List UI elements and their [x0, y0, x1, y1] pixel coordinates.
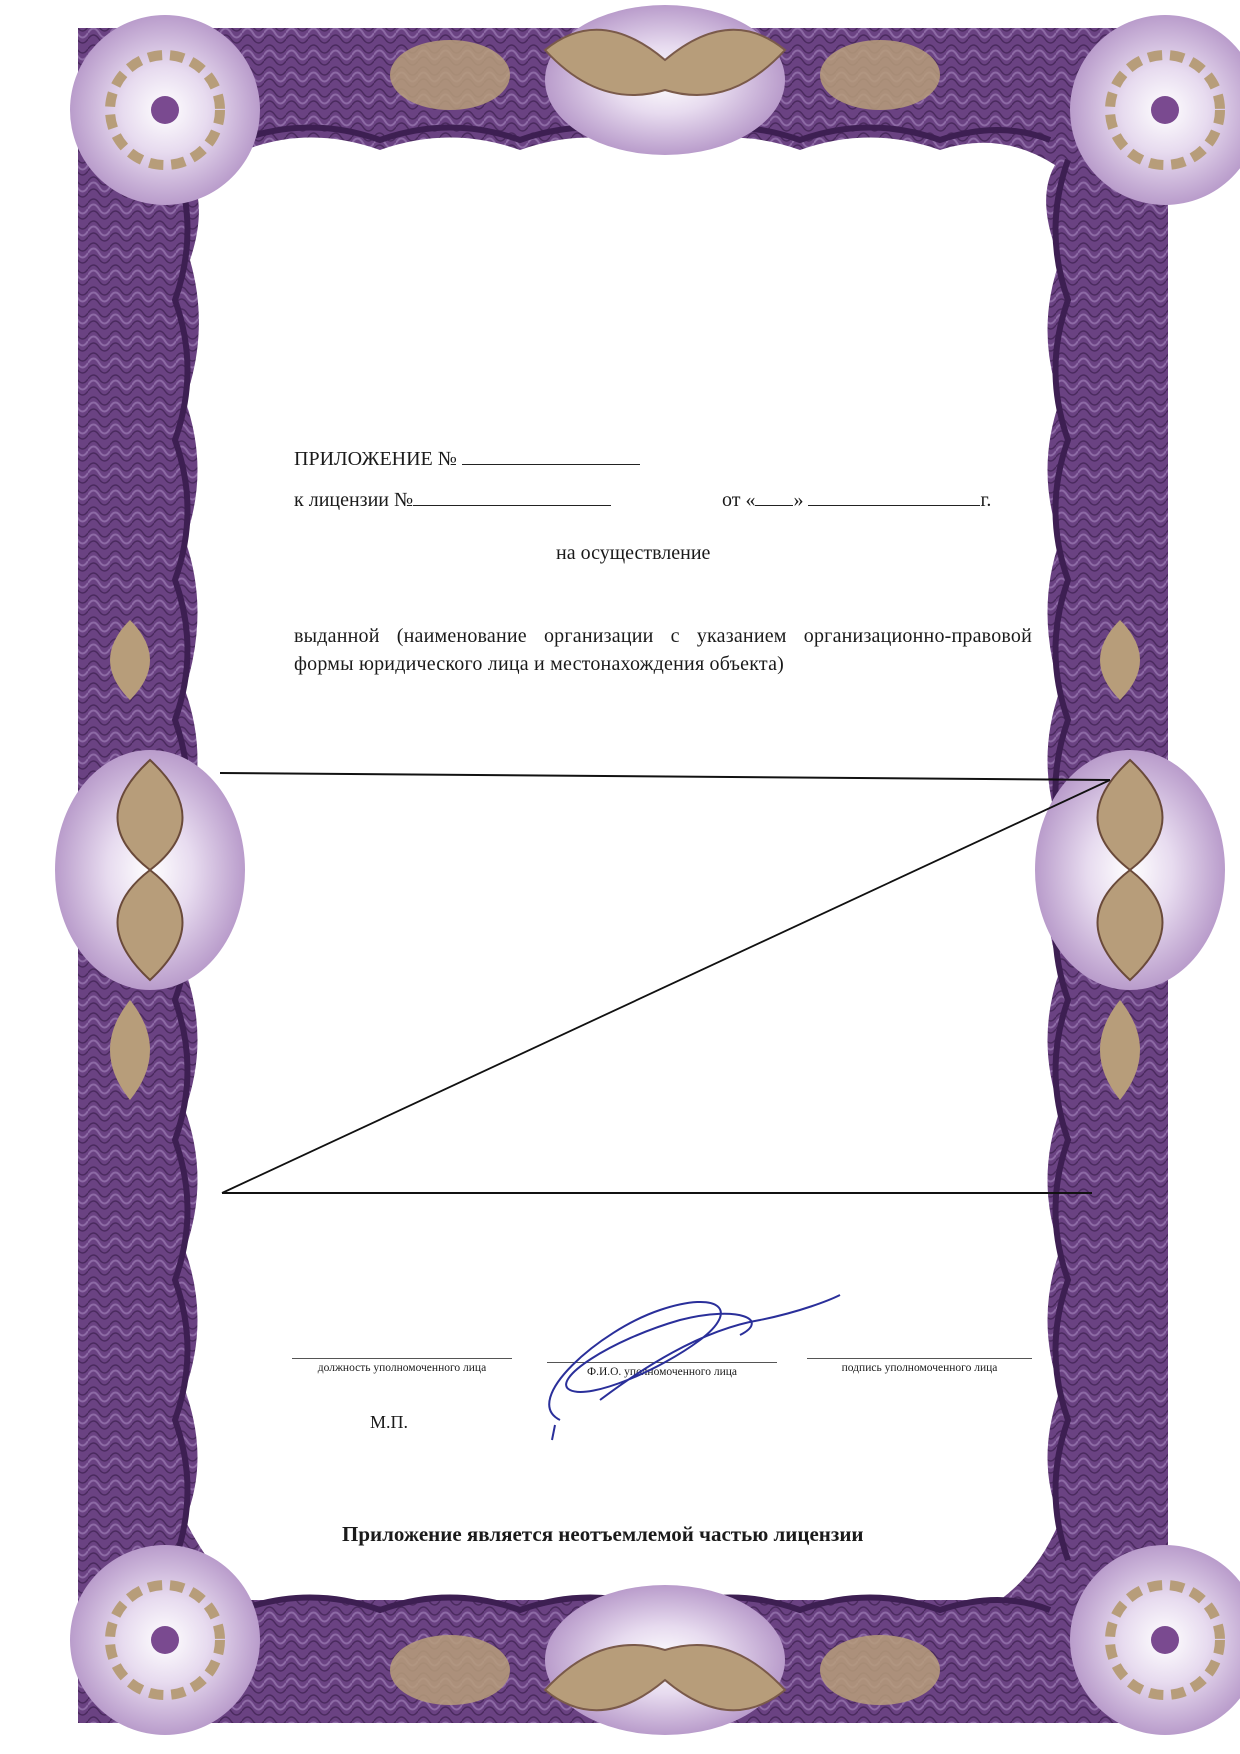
name-caption: Ф.И.О. уполномоченного лица: [586, 1366, 737, 1378]
sign-signature-line: [807, 1358, 1032, 1359]
name-signature-line: [547, 1362, 777, 1363]
license-label: к лицензии №: [294, 489, 414, 511]
subject-label: на осуществление: [556, 542, 711, 564]
appendix-number-field: [462, 463, 640, 465]
signature-caption: подпись уполномоченного лица: [841, 1362, 998, 1374]
license-date-line: [722, 490, 991, 510]
appendix-number-line: [294, 449, 640, 469]
issued-to-text: выданной (наименование организации с указанием организационно-правовой формы юридического лица и местонахождения объекта): [294, 625, 1032, 675]
position-signature-line: [292, 1358, 512, 1359]
corner-ornament-bottom-left: [70, 1545, 260, 1735]
stamp-place-label: М.П.: [370, 1412, 409, 1432]
issued-to-paragraph: [294, 622, 1032, 678]
date-from-label: от «: [722, 489, 756, 511]
appendix-label: ПРИЛОЖЕНИЕ №: [294, 448, 457, 470]
footer-note: Приложение является неотъемлемой частью лицензии: [342, 1522, 864, 1546]
date-day-field: [755, 504, 793, 506]
date-mid-label: »: [793, 489, 804, 511]
corner-ornament-top-left: [70, 15, 260, 205]
license-number-line: [294, 490, 611, 510]
date-suffix-label: г.: [980, 489, 992, 511]
license-number-field: [413, 504, 611, 506]
date-month-year-field: [808, 504, 980, 506]
position-caption: должность уполномоченного лица: [317, 1362, 487, 1374]
